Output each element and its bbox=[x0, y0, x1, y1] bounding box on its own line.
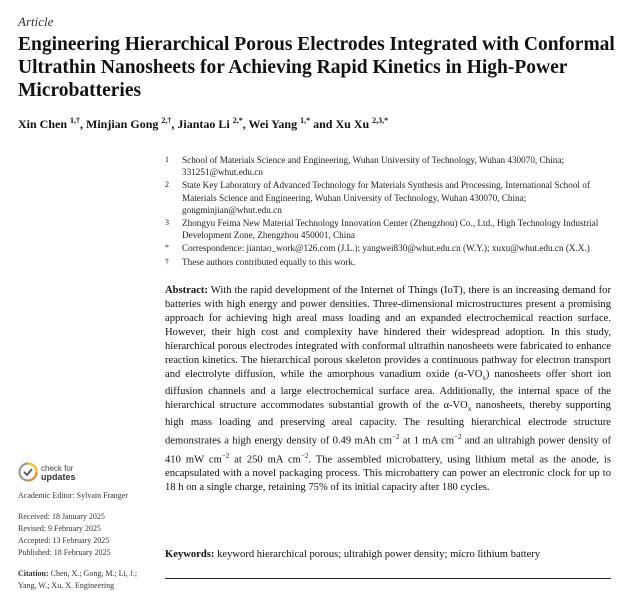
abstract-label: Abstract: bbox=[165, 285, 208, 296]
date-published: Published: 18 February 2025 bbox=[18, 548, 111, 557]
keywords-label: Keywords: bbox=[165, 549, 215, 560]
academic-editor: Academic Editor: Sylvain Franger bbox=[18, 491, 128, 500]
abstract-text: and an ultrahigh power density of 410 mW cm bbox=[165, 435, 611, 466]
paper-title: Engineering Hierarchical Porous Electrodes Integrated with Conformal Ultrathin Nanosheets for Achieving Rapid Kinetics in High-Power Microbatteries bbox=[18, 34, 615, 101]
author-separator: and bbox=[310, 117, 333, 131]
check-for-updates-badge[interactable] bbox=[18, 462, 118, 484]
author-affil-mark: 1,* bbox=[300, 116, 311, 125]
author-list bbox=[18, 116, 388, 132]
affiliation-mark: 2 bbox=[165, 180, 169, 190]
author-separator: , bbox=[242, 117, 246, 131]
author-name[interactable]: Wei Yang bbox=[248, 117, 298, 131]
date-received: Received: 18 January 2025 bbox=[18, 512, 105, 521]
author-affil-mark: 2,3,* bbox=[372, 116, 389, 125]
article-sidebar bbox=[18, 490, 153, 592]
article-type-label: Article bbox=[18, 14, 54, 29]
citation-label: Citation: bbox=[18, 569, 49, 578]
abstract bbox=[165, 284, 611, 495]
author-affil-mark: 1,† bbox=[70, 116, 81, 125]
affiliation-mark: 1 bbox=[165, 155, 169, 164]
abstract-superscript: −2 bbox=[454, 433, 462, 442]
author-separator: , bbox=[171, 117, 175, 131]
abstract-subscript: x bbox=[467, 405, 472, 414]
affiliation-list bbox=[165, 154, 625, 269]
abstract-text: . The assembled microbattery, using lithium metal as the anode, is encapsulated with a novel packaging process. This microbattery can power an electronic clock for up to 18 h on a single charge, retaining 75% of its initial capacity after 180 cycles. bbox=[165, 454, 611, 494]
abstract-text: at 1 mA cm bbox=[399, 435, 454, 447]
abstract-subscript: x bbox=[482, 374, 486, 383]
affiliation-mark: 3 bbox=[165, 218, 169, 228]
author-name[interactable]: Xin Chen bbox=[18, 117, 68, 131]
bottom-divider bbox=[165, 578, 611, 579]
abstract-superscript: −2 bbox=[391, 433, 400, 442]
abstract-text: With the rapid development of the Internet of Things (IoT), there is an increasing demand for batteries with high energy and power densities. Three-dimensional microstructures present a promising approach for achieving high areal mass loading and an expanded electrochemical reaction surface. However, their high cost and complexity have hindered their widespread adoption. In this study, hierarchical porous electrodes integrated with conformal ultrathin nanosheets were fabricated to enhance reaction kinetics. The hierarchical porous skeleton provides a continuous pathway for electron transport and electrolyte diffusion, while the amorphous vanadium oxide (α-VO bbox=[165, 285, 611, 380]
abstract-superscript: −2 bbox=[300, 451, 309, 460]
author-affil-mark: 2,† bbox=[161, 116, 172, 125]
affiliation-text: School of Materials Science and Engineering, Wuhan University of Technology, Wuhan 430070, China; 331251@whut.edu.cn bbox=[182, 155, 565, 178]
keywords-text: keyword hierarchical porous; ultrahigh power density; micro lithium battery bbox=[214, 549, 541, 560]
author-separator: , bbox=[80, 117, 84, 131]
check-updates-icon bbox=[18, 462, 38, 482]
affiliation-item bbox=[165, 217, 625, 241]
equal-contribution-note bbox=[165, 256, 625, 268]
badge-line2: updates bbox=[41, 472, 76, 482]
keywords bbox=[165, 549, 615, 560]
badge-line1: check for bbox=[41, 464, 74, 473]
affiliation-text: State Key Laboratory of Advanced Technology for Materials Synthesis and Processing, International School of Materials Science and Engineering, Wuhan University of Technology, Wuhan 430070, China; gongminjian@whut.edu.cn bbox=[182, 180, 590, 215]
author-name[interactable]: Xu Xu bbox=[335, 117, 370, 131]
correspondence-text[interactable]: Correspondence: jiantao_work@126.com (J.L.); yangwei830@whut.edu.cn (W.Y.); xuxu@whut.edu.cn (X.X.) bbox=[182, 243, 590, 254]
date-revised: Revised: 9 February 2025 bbox=[18, 524, 101, 533]
author-name[interactable]: Jiantao Li bbox=[177, 117, 230, 131]
affiliation-mark: * bbox=[165, 243, 169, 253]
affiliation-item bbox=[165, 179, 625, 216]
equal-contribution-text: These authors contributed equally to this work. bbox=[182, 256, 356, 267]
affiliation-mark: † bbox=[165, 256, 169, 266]
abstract-text: nanosheets, thereby supporting high mass loading and preserving areal capacity. The resulting hierarchical electrode structure demonstrates a high energy density of 0.49 mAh cm bbox=[165, 400, 611, 447]
citation-text: Chen, X.; Gong, M.; Li, J.; Yang, W.; Xu, X. Engineering bbox=[18, 569, 138, 590]
abstract-text: at 250 mA cm bbox=[229, 454, 301, 466]
author-name[interactable]: Minjian Gong bbox=[86, 117, 159, 131]
affiliation-item bbox=[165, 154, 625, 178]
abstract-superscript: −2 bbox=[221, 451, 230, 460]
citation bbox=[18, 568, 153, 592]
abstract-text: ) nanosheets offer short ion diffusion channels and a large electrochemical surface area. Additionally, the internal space of the hierarchical structure accommodates substantial growth of the α-VO bbox=[165, 369, 611, 412]
correspondence-item bbox=[165, 242, 625, 254]
affiliation-text: Zhongyu Feima New Material Technology Innovation Center (Zhengzhou) Co., Ltd., High Technology Industrial Development Zone, Zhengzhou 450001, China bbox=[182, 218, 599, 241]
author-affil-mark: 2,* bbox=[232, 116, 243, 125]
date-accepted: Accepted: 13 February 2025 bbox=[18, 536, 110, 545]
